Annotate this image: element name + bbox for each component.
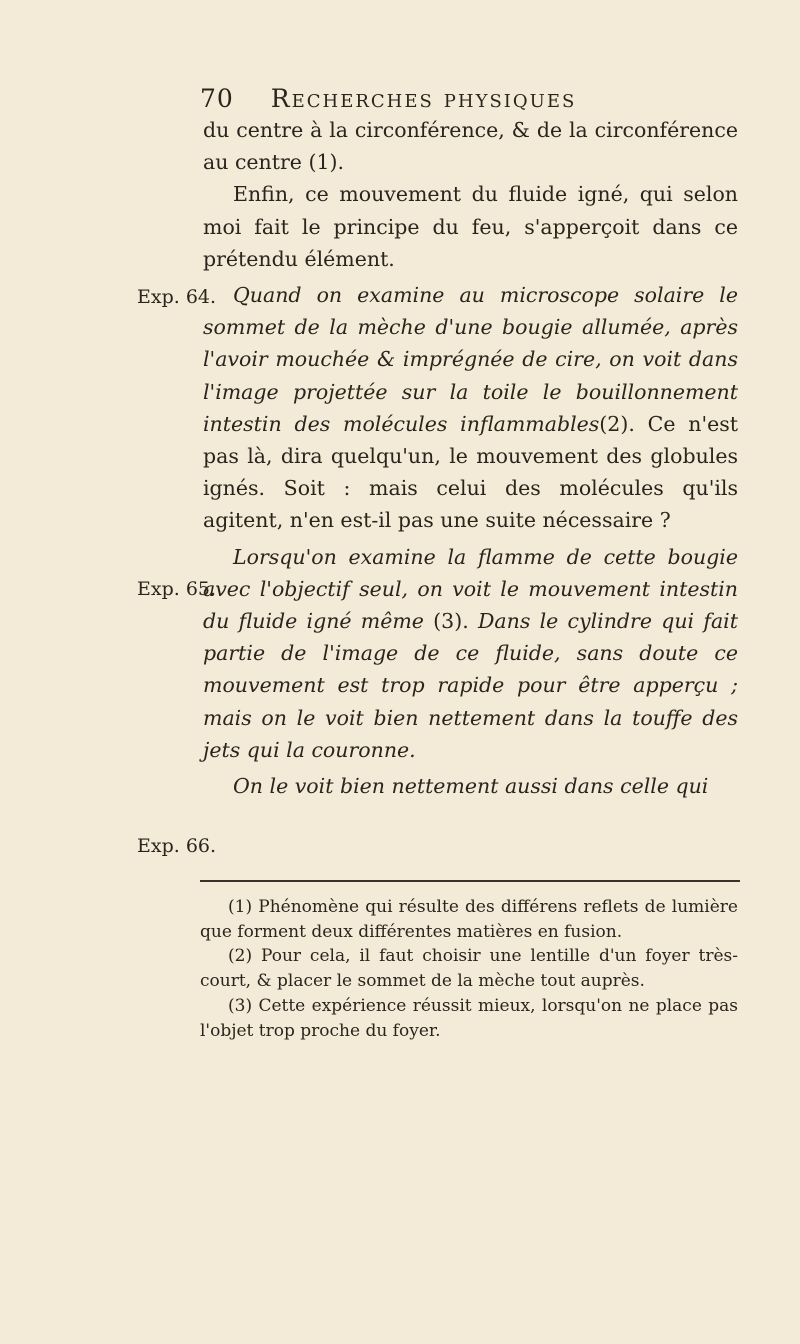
page-number: 70 [200,84,234,113]
margin-label-exp-66: Exp. 66. [137,835,217,857]
exp-64-roman-text: Ce n'est pas là, dira quelqu'un, le mouvement des globules ignés. Soit : mais celui des molécules qu'ils agitent, n'en est-il pas une suite nécessaire ? [203,411,739,533]
exp-64-italic-text: Quand on examine au microscope solaire le sommet de la mèche d'une bougie allumée, après l'avoir mouchée & imprégnée de cire, on voit dans l'image projettée sur la toile le bouillonnement intestin des molécules inflammables [203,283,738,436]
paragraph-exp-64 [203,279,738,537]
footnote-3: (3) Cette expérience réussit mieux, lorsqu'on ne place pas l'objet trop proche du foyer. [200,995,738,1041]
exp-65-italic-text-1: Lorsqu'on examine la flamme de cette bougie avec l'objectif seul, on voit le mouvement intestin du fluide igné même [203,544,738,634]
main-text [203,114,738,802]
footnote-2: (2) Pour cela, il faut choisir une lentille d'un foyer très-court, & placer le sommet de la mèche tout auprès. [200,946,738,992]
margin-label-exp-65: Exp. 65. [137,578,217,600]
footnotes [200,895,738,1043]
footnote-ref-3: (3). [433,609,469,634]
paragraph-2: Enfin, ce mouvement du fluide igné, qui selon moi fait le principe du feu, s'apperçoit dans ce prétendu élément. [203,182,738,271]
footnote-rule [200,880,740,882]
exp-65-italic-text-2: Dans le cylindre qui fait partie de l'image de ce fluide, sans doute ce mouvement est trop rapide pour être apperçu ; mais on le voit bien nettement dans la touffe des jets qui la couronne. [203,609,738,762]
paragraph-exp-66 [203,770,738,802]
footnote-ref-2: (2). [599,411,635,436]
footnote-1: (1) Phénomène qui résulte des différens reflets de lumière que forment deux différentes matières en fusion. [200,897,738,942]
running-title: Recherches physiques [270,84,577,113]
margin-label-exp-64: Exp. 64. [137,286,217,308]
exp-66-italic-text: On le voit bien nettement aussi dans celle qui [233,774,709,799]
page-header [200,84,740,113]
paragraph-exp-65 [203,541,738,766]
paragraph-1: du centre à la circonférence, & de la circonférence au centre (1). [203,118,738,175]
